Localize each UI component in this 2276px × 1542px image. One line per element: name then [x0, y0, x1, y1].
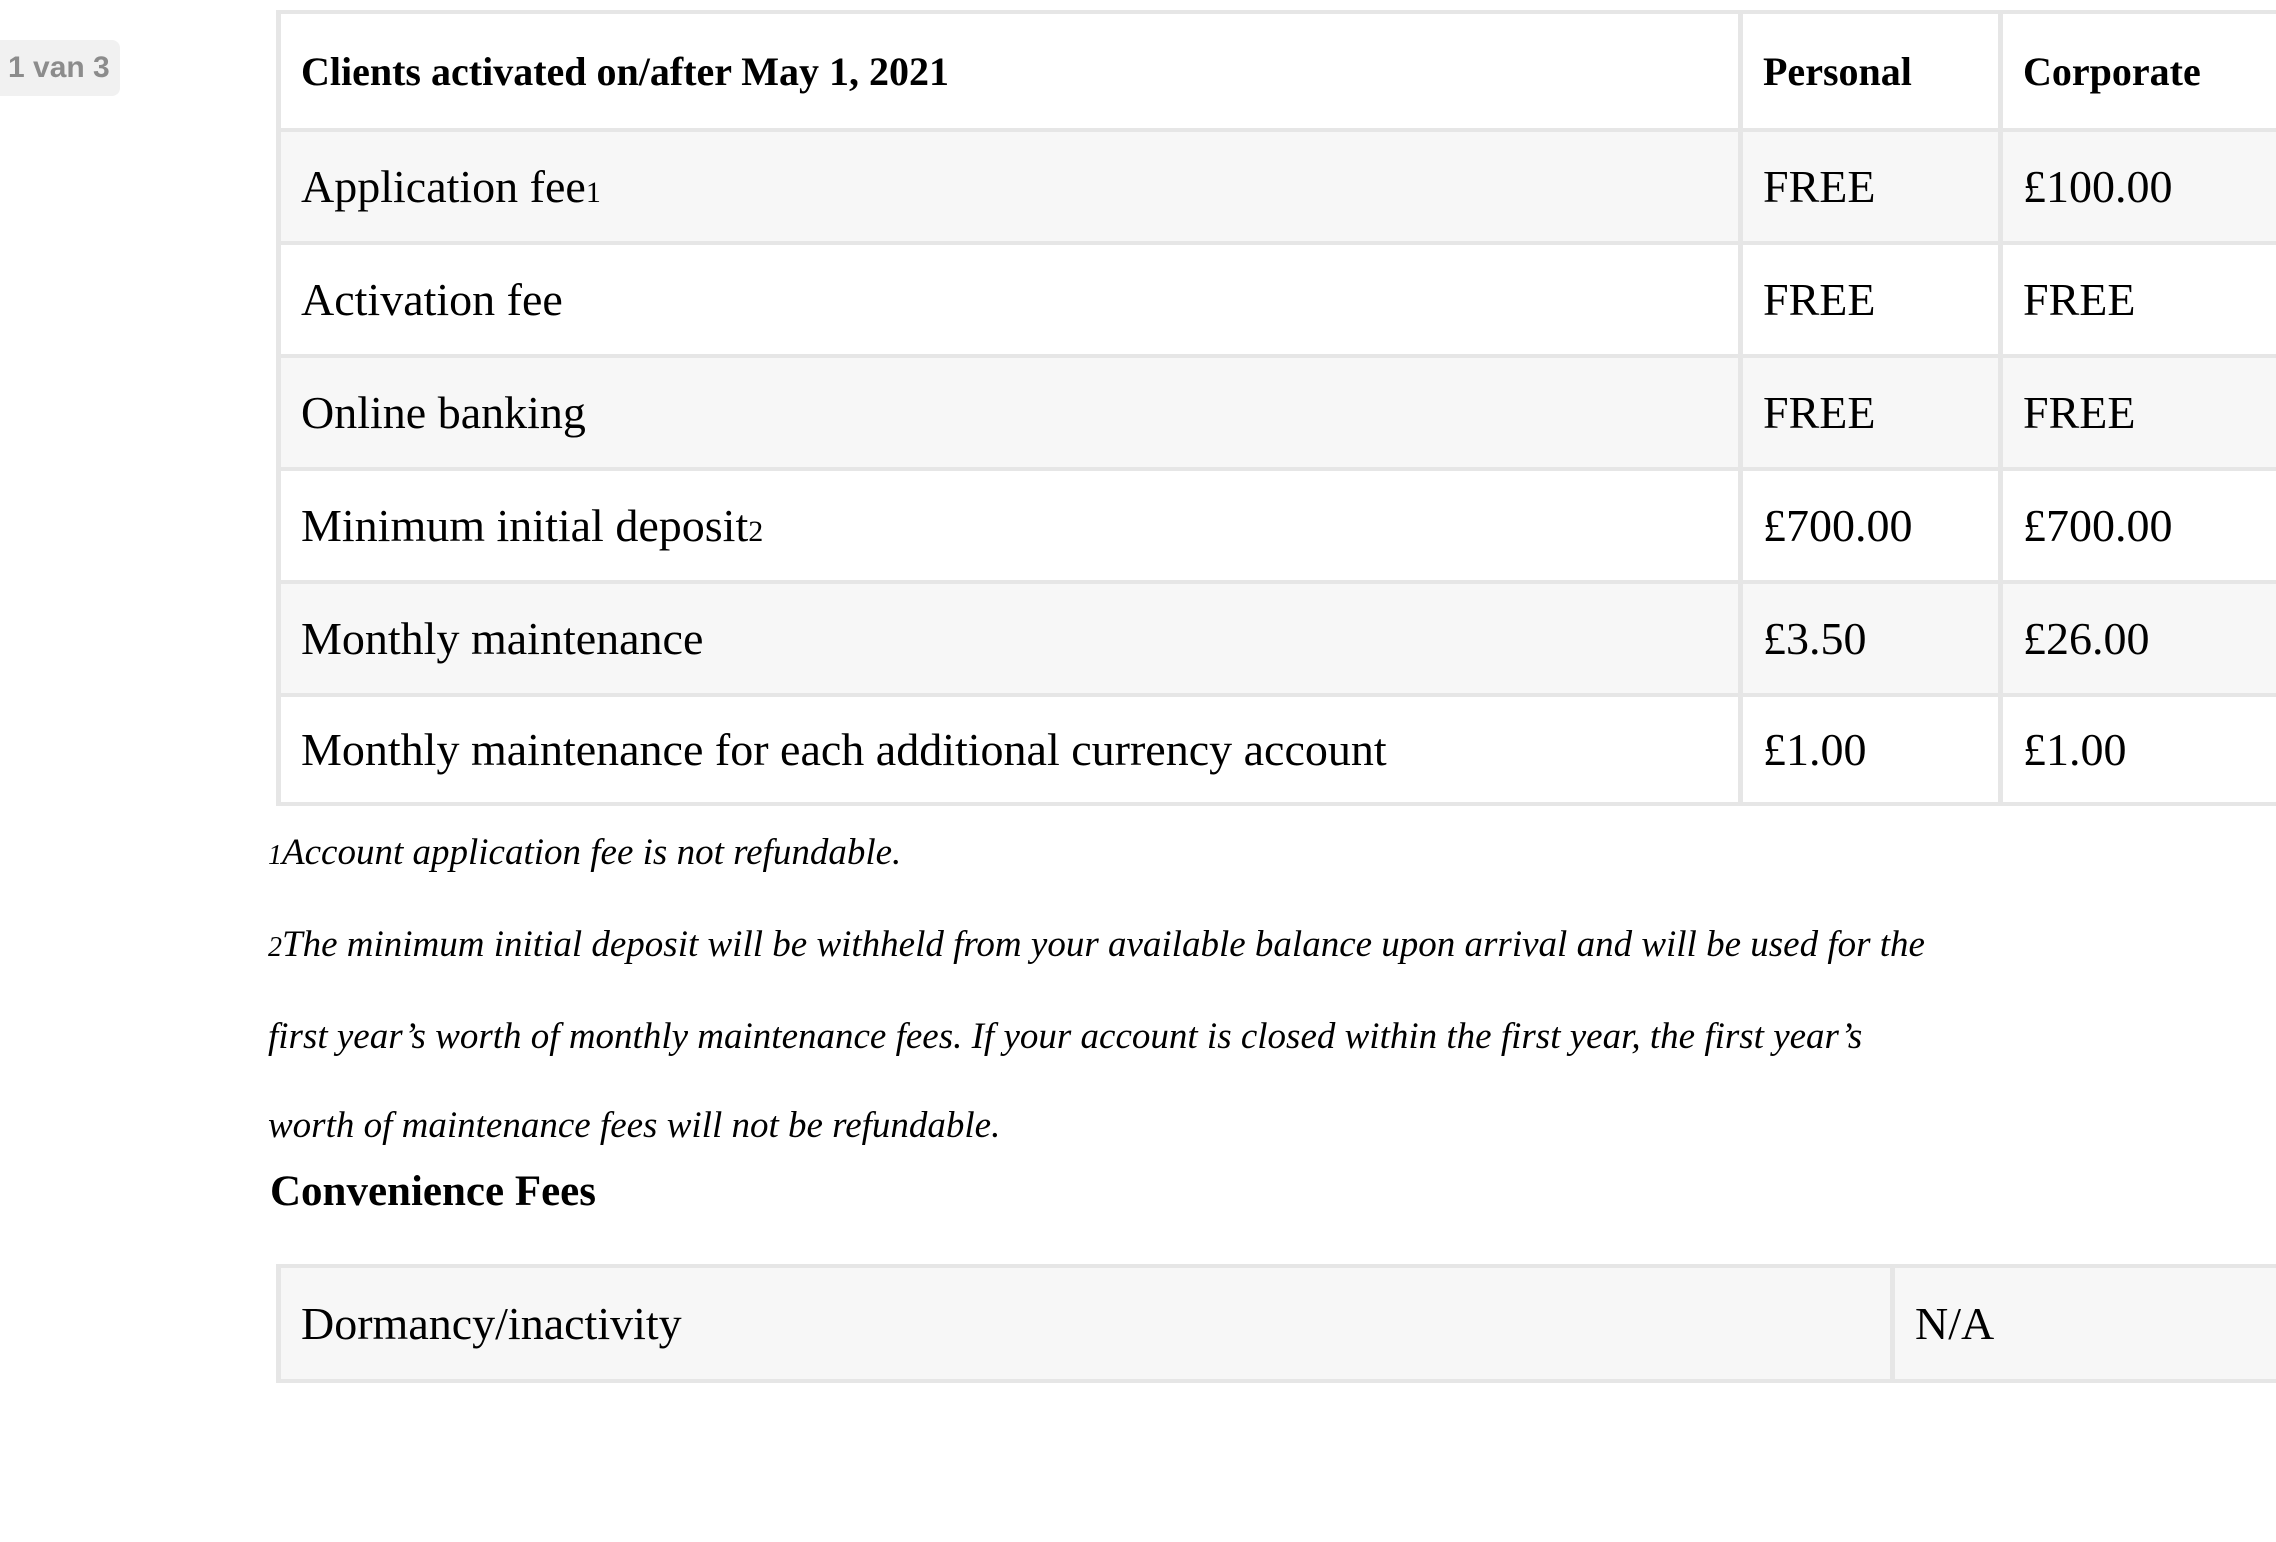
row-personal-value: FREE — [1738, 241, 1998, 354]
row-personal-value: FREE — [1738, 128, 1998, 241]
convenience-fees-heading: Convenience Fees — [270, 1168, 597, 1215]
row-label-text: Monthly maintenance — [301, 613, 704, 664]
page-indicator: 1 van 3 — [0, 40, 120, 96]
footnote-2-line-1 — [268, 900, 2048, 992]
footnote-marker: 1 — [585, 176, 601, 209]
row-label-text: Activation fee — [301, 274, 563, 325]
table-row — [276, 354, 2276, 467]
row-label-text: Online banking — [301, 387, 586, 438]
row-label — [276, 580, 1738, 693]
table-row — [276, 1264, 2276, 1383]
header-clients-activated: Clients activated on/after May 1, 2021 — [276, 10, 1738, 128]
row-corporate-value: £26.00 — [1998, 580, 2276, 693]
row-label-text: Minimum initial deposit — [301, 500, 749, 551]
row-corporate-value: £700.00 — [1998, 467, 2276, 580]
footnote-2-marker: 2 — [268, 932, 282, 963]
row-label — [276, 693, 1738, 806]
footnote-marker: 2 — [748, 515, 764, 548]
footnote-1 — [268, 808, 2048, 900]
table-header-row — [276, 10, 2276, 128]
row-personal-value: £1.00 — [1738, 693, 1998, 806]
row-corporate-value: £100.00 — [1998, 128, 2276, 241]
footnote-1-marker: 1 — [268, 840, 282, 871]
row-corporate-value: FREE — [1998, 354, 2276, 467]
row-label — [276, 354, 1738, 467]
header-personal: Personal — [1738, 10, 1998, 128]
table-row — [276, 241, 2276, 354]
footnote-1-text: Account application fee is not refundable. — [282, 832, 902, 873]
fees-table — [276, 10, 2276, 806]
row-corporate-value: FREE — [1998, 241, 2276, 354]
row-label — [276, 128, 1738, 241]
footnotes — [268, 808, 2048, 1170]
row-label: Dormancy/inactivity — [276, 1264, 1890, 1383]
row-label — [276, 467, 1738, 580]
row-value: N/A — [1890, 1264, 2276, 1383]
footnote-2-line-3: worth of maintenance fees will not be refundable. — [268, 1105, 1001, 1146]
row-label — [276, 241, 1738, 354]
row-label-text: Monthly maintenance for each additional currency account — [301, 724, 1387, 775]
convenience-fees-table — [276, 1264, 2276, 1383]
header-corporate: Corporate — [1998, 10, 2276, 128]
row-personal-value: £3.50 — [1738, 580, 1998, 693]
row-personal-value: FREE — [1738, 354, 1998, 467]
table-row — [276, 467, 2276, 580]
row-personal-value: £700.00 — [1738, 467, 1998, 580]
footnote-2-text-1: The minimum initial deposit will be withheld from your available balance upon arrival and will be used for the — [282, 924, 1925, 965]
row-corporate-value: £1.00 — [1998, 693, 2276, 806]
table-row — [276, 580, 2276, 693]
row-label-text: Application fee — [301, 161, 586, 212]
table-row — [276, 128, 2276, 241]
table-row — [276, 693, 2276, 806]
footnote-2-line-2: first year’s worth of monthly maintenance fees. If your account is closed within the first year, the first year’s — [268, 1016, 1863, 1057]
